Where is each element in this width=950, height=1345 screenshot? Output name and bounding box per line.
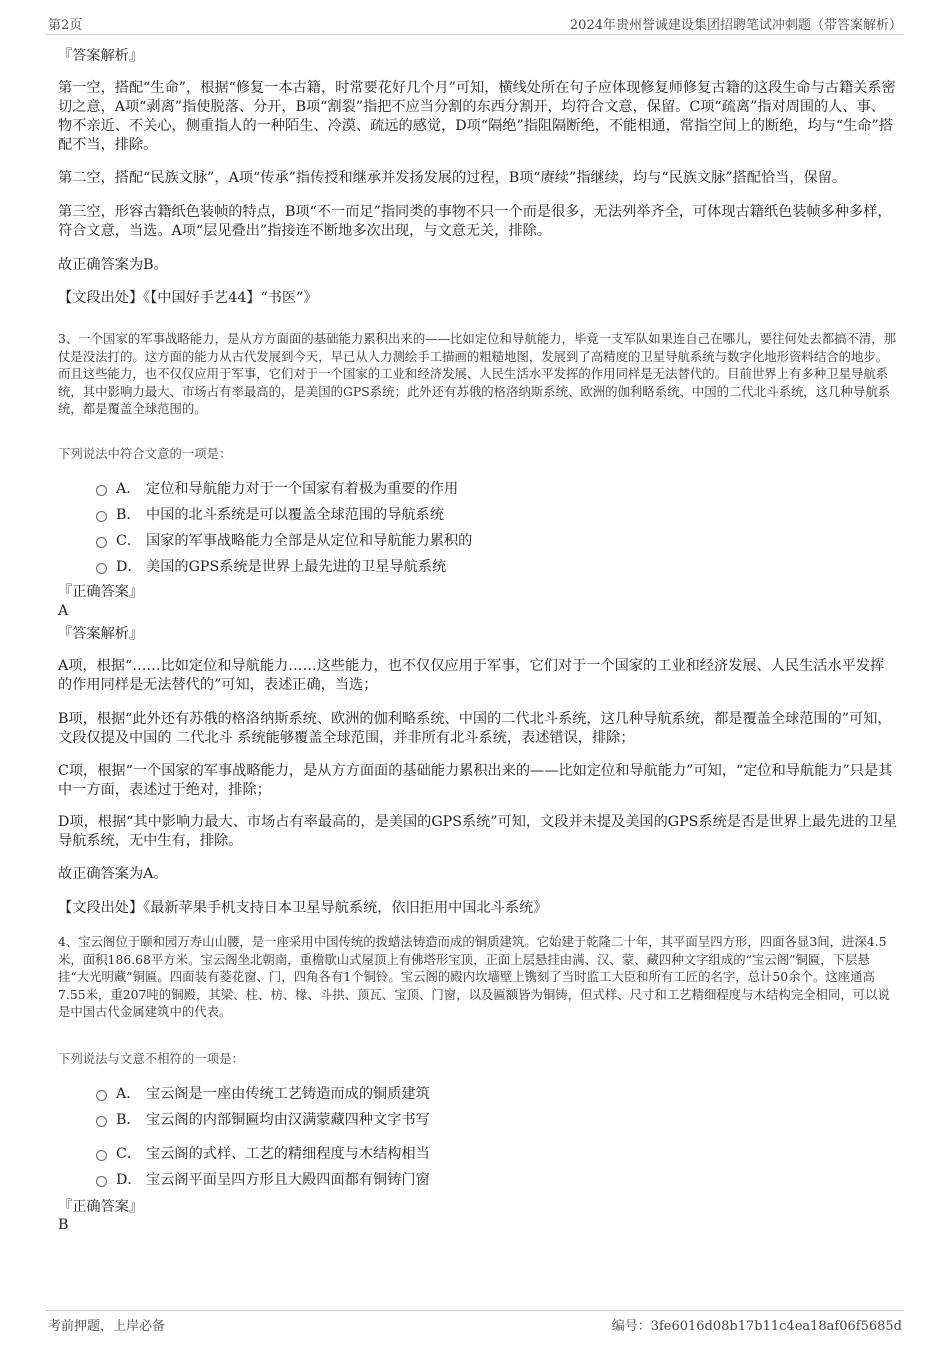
question-prompt: 下列说法与文意不相符的一项是： <box>58 1051 244 1066</box>
option-text: 国家的军事战略能力全部是从定位和导航能力累积的 <box>146 533 473 549</box>
option-text: 宝云阁平面呈四方形且大殿四面都有铜铸门窗 <box>146 1172 430 1188</box>
correct-answer: A <box>58 603 69 619</box>
analysis-paragraph: D项，根据“其中影响力最大、市场占有率最高的，是美国的GPS系统”可知，文段并未提及美国的GPS系统是否是世界上最先进的卫星导航系统，无中生有，排除。 <box>58 814 898 849</box>
analysis-label: 『答案解析』 <box>58 48 144 64</box>
correct-answer: B <box>58 1217 69 1233</box>
option-key: B． <box>116 507 141 523</box>
page-number: 第2页 <box>48 18 83 33</box>
option-key: D． <box>116 559 142 575</box>
analysis-paragraph: A项，根据“……比如定位和导航能力……这些能力，也不仅仅应用于军事，它们对于一个国家的工业和经济发展、人民生活水平发挥的作用同样是无法替代的”可知，表述正确，当选； <box>58 658 885 693</box>
radio-button[interactable] <box>96 1090 107 1101</box>
radio-button[interactable] <box>96 1150 107 1161</box>
question-stem: 3、一个国家的军事战略能力，是从方方面面的基础能力累积出来的——比如定位和导航能力，毕竟一支军队如果连自己在哪儿，要往何处去都搞不清，那仗是没法打的。这方面的能力从古代发展到今天，早已从人力测绘手工描画的粗糙地图，发展到了高精度的卫星导航系统与数字化地形资料结合的地步。而且这些能力，也不仅仅应用于军事，它们对于一个国家的工业和经济发展、人民生活水平发挥的作用同样是无法替代的。目前世界上有多种卫星导航系统，其中影响力最大、市场占有率最高的，是美国的GPS系统；此外还有苏俄的格洛纳斯系统、欧洲的伽利略系统、中国的二代北斗系统，这几种导航系统，都是覆盖全球范围的。 <box>58 331 897 416</box>
option-key: D． <box>116 1172 142 1188</box>
radio-button[interactable] <box>96 563 107 574</box>
option-key: C． <box>116 1146 142 1162</box>
option-b[interactable] <box>96 504 444 524</box>
option-d[interactable] <box>96 1169 430 1189</box>
option-key: A． <box>116 481 141 497</box>
option-text: 美国的GPS系统是世界上最先进的卫星导航系统 <box>146 559 447 575</box>
option-text: 中国的北斗系统是可以覆盖全球范围的导航系统 <box>146 507 444 523</box>
option-text: 宝云阁是一座由传统工艺铸造而成的铜质建筑 <box>146 1086 430 1102</box>
analysis-label: 『答案解析』 <box>58 626 144 642</box>
answer-label: 『正确答案』 <box>58 584 144 600</box>
radio-button[interactable] <box>96 485 107 496</box>
analysis-conclusion: 故正确答案为A。 <box>58 866 168 882</box>
option-key: A． <box>116 1086 141 1102</box>
option-c[interactable] <box>96 530 472 550</box>
question-prompt: 下列说法中符合文意的一项是： <box>58 446 232 461</box>
option-a[interactable] <box>96 1083 430 1103</box>
radio-button[interactable] <box>96 537 107 548</box>
option-text: 定位和导航能力对于一个国家有着极为重要的作用 <box>146 481 459 497</box>
analysis-paragraph: B项，根据“此外还有苏俄的格洛纳斯系统、欧洲的伽利略系统、中国的二代北斗系统，这几种导航系统，都是覆盖全球范围的”可知，文段仅提及中国的 二代北斗 系统能够覆盖全球范围，并非所有北斗系统，表述错误，排除； <box>58 711 892 746</box>
radio-button[interactable] <box>96 1176 107 1187</box>
answer-label: 『正确答案』 <box>58 1199 144 1215</box>
radio-button[interactable] <box>96 1116 107 1127</box>
option-b[interactable] <box>96 1109 430 1129</box>
option-d[interactable] <box>96 556 446 576</box>
option-key: C． <box>116 533 142 549</box>
option-key: B． <box>116 1112 141 1128</box>
document-id: 编号：3fe6016d08b17b11c4ea18af06f5685d <box>611 1319 902 1334</box>
source-citation: 【文段出处】《【中国好手艺44】“书医”》 <box>58 290 318 306</box>
footer-slogan: 考前押题，上岸必备 <box>48 1319 166 1334</box>
question-stem: 4、宝云阁位于颐和园万寿山山腰，是一座采用中国传统的拨蜡法铸造而成的铜质建筑。它始建于乾隆二十年，其平面呈四方形，四面各显3间，进深4.5米，面积186.68平方米。宝云阁坐北朝南，重檐歇山式屋顶上有佛塔形宝顶，正面上层悬挂由满、汉、蒙、藏四种文字组成的“宝云阁”铜匾，下层悬挂“大光明藏”铜匾。四面装有菱花窗、门，四角各有1个铜铃。宝云阁的殿内坎墙壁上镌刻了当时监工大臣和所有工匠的名字，总计50余个。这座通高7.55米，重207吨的铜殿，其梁、柱、枋、椽、斗拱、顶瓦、宝顶、门窗，以及匾额皆为铜铸，但式样、尺寸和工艺精细程度与木结构完全相同，可以说是中国古代金属建筑中的代表。 <box>58 934 890 1019</box>
option-a[interactable] <box>96 478 458 498</box>
option-text: 宝云阁的内部铜匾均由汉满蒙藏四种文字书写 <box>146 1112 430 1128</box>
source-citation: 【文段出处】《最新苹果手机支持日本卫星导航系统，依旧拒用中国北斗系统》 <box>58 900 548 916</box>
document-title: 2024年贵州誉诚建设集团招聘笔试冲刺题（带答案解析） <box>569 18 902 33</box>
page-footer <box>46 1310 904 1333</box>
option-text: 宝云阁的式样、工艺的精细程度与木结构相当 <box>146 1146 430 1162</box>
analysis-paragraph: 第二空，搭配“民族文脉”，A项“传承”指传授和继承并发扬发展的过程，B项“赓续”指继续，均与“民族文脉”搭配恰当，保留。 <box>58 170 847 186</box>
option-c[interactable] <box>96 1143 430 1163</box>
analysis-conclusion: 故正确答案为B。 <box>58 257 168 273</box>
radio-button[interactable] <box>96 511 107 522</box>
analysis-paragraph: C项，根据“一个国家的军事战略能力，是从方方面面的基础能力累积出来的——比如定位和导航能力”可知，“定位和导航能力”只是其中一方面，表述过于绝对，排除； <box>58 763 893 798</box>
analysis-paragraph: 第一空，搭配“生命”，根据“修复一本古籍，时常要花好几个月”可知，横线处所在句子应体现修复师修复古籍的这段生命与古籍关系密切之意，A项“剥离”指使脱落、分开，B项“割裂”指把不应当分割的东西分割开，均符合文意，保留。C项“疏离”指对周围的人、事、物不亲近、不关心，侧重指人的一种陌生、冷漠、疏远的感觉，D项“隔绝”指阻隔断绝，不能相通，常指空间上的断绝，均与“生命”搭配不当，排除。 <box>58 80 896 153</box>
analysis-paragraph: 第三空，形容古籍纸色装帧的特点，B项“不一而足”指同类的事物不只一个而是很多，无法列举齐全，可体现古籍纸色装帧多种多样，符合文意，当选。A项“层见叠出”指接连不断地多次出现，与文意无关，排除。 <box>58 204 892 239</box>
page-header <box>46 14 904 35</box>
